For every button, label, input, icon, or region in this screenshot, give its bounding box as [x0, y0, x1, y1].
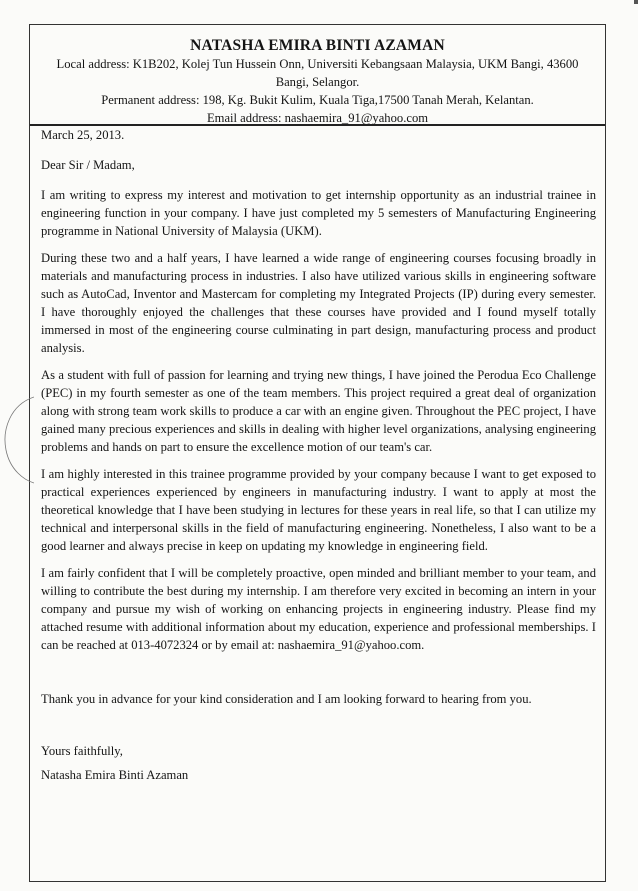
letter-body — [41, 126, 596, 784]
paragraph-4: I am highly interested in this trainee programme provided by your company because I want to get exposed to practical experiences experienced by engineers in manufacturing industry. I want to apply at most the theoretical knowledge that I have been studying in lectures for these years in real life, so that I can utilize my technical and interpersonal skills in the field of manufacturing engineering. Nonetheless, I also want to be a good learner and always precise in keep on updating my knowledge in engineering field. — [41, 467, 596, 553]
punch-hole-mark — [0, 395, 34, 485]
local-address-continued: Bangi, Selangor. — [275, 75, 360, 89]
letter-date: March 25, 2013. — [41, 128, 125, 142]
paragraph-2: During these two and a half years, I have learned a wide range of engineering courses focusing broadly in materials and manufacturing process in industries. I also have utilized various skills in engineering software such as AutoCad, Inventor and Mastercam for completing my Integrated Projects (IP) during every semester. I have thoroughly enjoyed the challenges that these courses have provided and I found myself totally immersed in most of the engineering course culminating in part design, manufacturing process and product analysis. — [41, 251, 596, 355]
letterhead — [30, 36, 605, 127]
scan-mark — [634, 0, 638, 4]
signer-name: Natasha Emira Binti Azaman — [41, 768, 189, 782]
paragraph-5: I am fairly confident that I will be completely proactive, open minded and brilliant member to your team, and willing to contribute the best during my internship. I am therefore very excited in becoming an intern in your company and pursue my wish of working on enhancing projects in engineering industry. Please find my attached resume with additional information about my education, experience and professional memberships. I can be reached at 013-4072324 or by email at: nashaemira_91@yahoo.com. — [41, 566, 596, 652]
permanent-address: Permanent address: 198, Kg. Bukit Kulim, Kuala Tiga,17500 Tanah Merah, Kelantan. — [101, 93, 534, 107]
paragraph-3: As a student with full of passion for learning and trying new things, I have joined the Perodua Eco Challenge (PEC) in my fourth semester as one of the team members. This project required a great deal of organization along with strong team work skills to produce a car with an engine given. Throughout the PEC project, I have gained many precious experiences and skills in dealing with higher level organizations, analysing engineering problems and hands on part to ensure the excellence motion of our team's car. — [41, 368, 596, 454]
email-address: Email address: nashaemira_91@yahoo.com — [206, 111, 429, 125]
closing-line: Thank you in advance for your kind consideration and I am looking forward to hearing from you. — [41, 692, 532, 706]
sign-off: Yours faithfully, — [41, 744, 123, 758]
sender-name: NATASHA EMIRA BINTI AZAMAN — [190, 37, 445, 54]
local-address: Local address: K1B202, Kolej Tun Hussein Onn, Universiti Kebangsaan Malaysia, UKM Bangi, 43600 — [56, 57, 579, 71]
paragraph-1: I am writing to express my interest and motivation to get internship opportunity as an industrial trainee in engineering function in your company. I have just completed my 5 semesters of Manufacturing Engineering programme in National University of Malaysia (UKM). — [41, 188, 596, 238]
salutation: Dear Sir / Madam, — [41, 158, 135, 172]
